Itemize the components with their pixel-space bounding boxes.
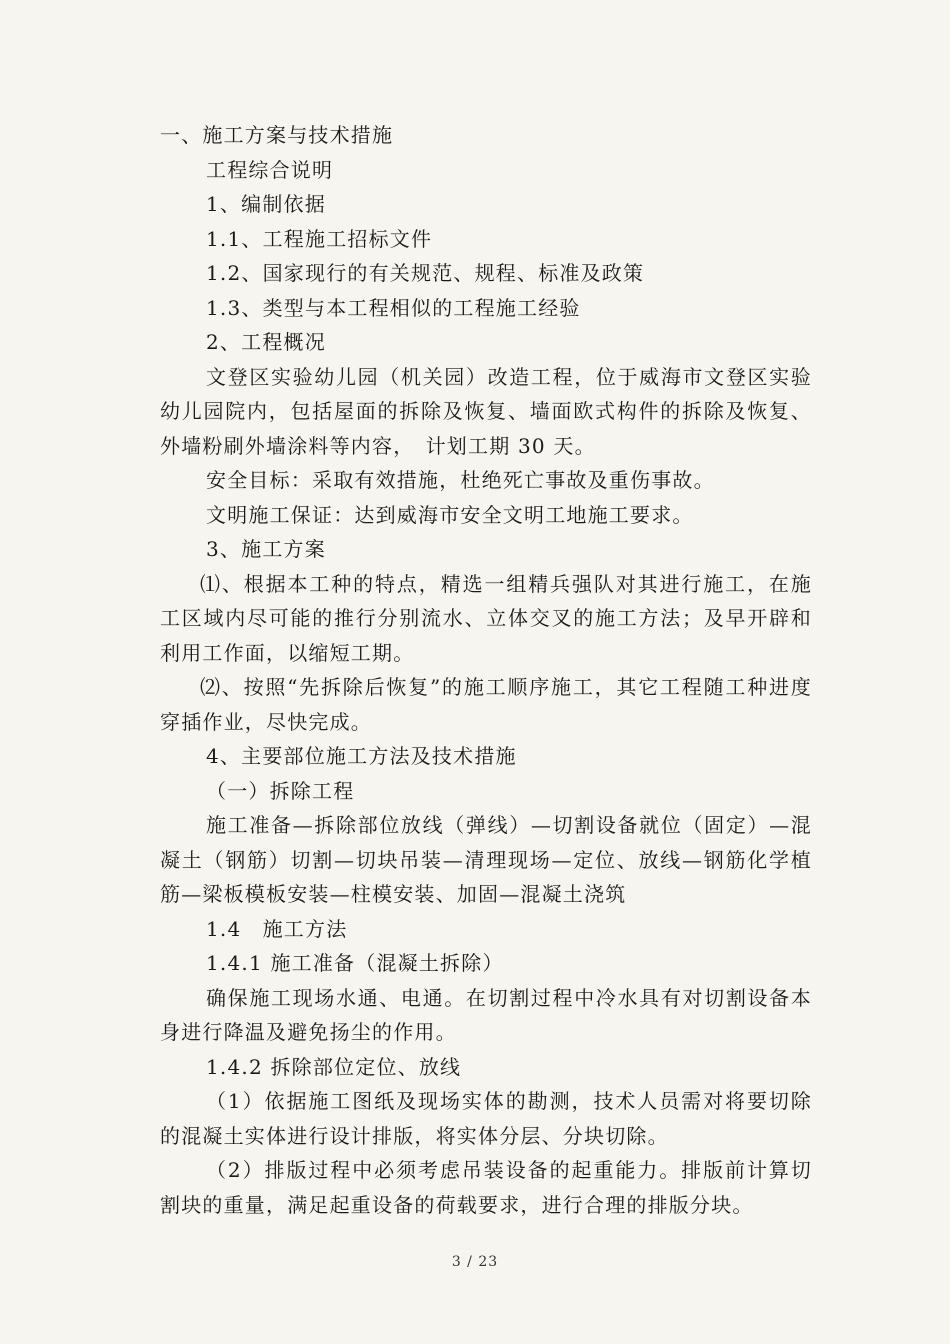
paragraph: 2、工程概况 — [206, 330, 326, 354]
paragraph: （1）依据施工图纸及现场实体的勘测，技术人员需对将要切除的混凝土实体进行设计排版，将实体分层、分块切除。 — [160, 1089, 812, 1148]
paragraph: 1.3、类型与本工程相似的工程施工经验 — [206, 295, 581, 320]
paragraph: 施工准备—拆除部位放线（弹线）—切割设备就位（固定）—混凝土（钢筋）切割—切块吊装—清理现场—定位、放线—钢筋化学植筋—梁板模板安装—柱模安装、加固—混凝土浇筑 — [160, 813, 812, 906]
paragraph: 1.4.1 施工准备（混凝土拆除） — [206, 951, 504, 975]
paragraph: 4、主要部位施工方法及技术措施 — [206, 744, 517, 768]
paragraph: ⑴、根据本工种的特点，精选一组精兵强队对其进行施工，在施工区域内尽可能的推行分别流水、立体交叉的施工方法；及早开辟和利用工作面，以缩短工期。 — [160, 571, 812, 665]
paragraph: 1.4.2 拆除部位定位、放线 — [206, 1054, 462, 1079]
body-text — [160, 118, 812, 1222]
paragraph: 3、施工方案 — [206, 537, 326, 561]
paragraph: 确保施工现场水通、电通。在切割过程中冷水具有对切割设备本身进行降温及避免扬尘的作用。 — [160, 985, 812, 1044]
paragraph: 1.1、工程施工招标文件 — [206, 226, 433, 251]
paragraph: 1、编制依据 — [206, 192, 326, 216]
paragraph: 1.2、国家现行的有关规范、规程、标准及政策 — [206, 261, 645, 285]
paragraph: ⑵、按照“先拆除后恢复”的施工顺序施工，其它工程随工种进度穿插作业，尽快完成。 — [160, 675, 812, 734]
paragraph: 1.4 施工方法 — [206, 916, 348, 941]
paragraph: 文登区实验幼儿园（机关园）改造工程，位于威海市文登区实验幼儿园院内，包括屋面的拆除及恢复、墙面欧式构件的拆除及恢复、外墙粉刷外墙涂料等内容， 计划工期 30 天。 — [160, 364, 812, 458]
section-heading: 一、施工方案与技术措施 — [160, 123, 394, 147]
paragraph: （2）排版过程中必须考虑吊装设备的起重能力。排版前计算切割块的重量，满足起重设备的荷载要求，进行合理的排版分块。 — [160, 1158, 812, 1217]
page-number: 3 / 23 — [451, 1254, 499, 1270]
paragraph: （一）拆除工程 — [206, 778, 355, 803]
subheading: 工程综合说明 — [206, 157, 334, 182]
paragraph: 安全目标：采取有效措施，杜绝死亡事故及重伤事故。 — [206, 468, 715, 492]
paragraph: 文明施工保证：达到威海市安全文明工地施工要求。 — [206, 502, 694, 527]
